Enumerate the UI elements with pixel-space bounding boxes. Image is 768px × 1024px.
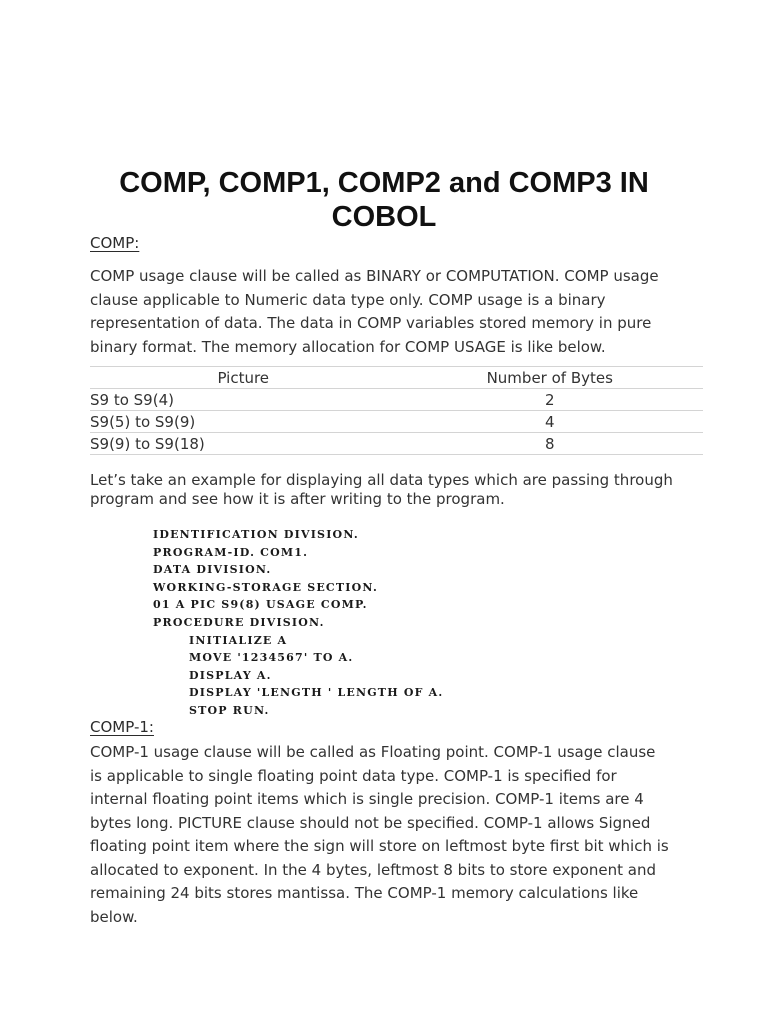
table-row bbox=[90, 411, 703, 433]
paragraph-line: Let’s take an example for displaying all data types which are passing through bbox=[90, 471, 673, 489]
code-line: WORKING-STORAGE SECTION. bbox=[153, 580, 378, 594]
table-row bbox=[90, 433, 703, 455]
code-line: DATA DIVISION. bbox=[153, 563, 272, 577]
example-description bbox=[90, 471, 690, 509]
title-line-1: COMP, COMP1, COMP2 and COMP3 IN bbox=[119, 167, 649, 199]
table-header-row bbox=[90, 367, 703, 389]
comp1-description bbox=[90, 741, 690, 929]
bytes-cell: 2 bbox=[397, 389, 704, 411]
title-line-2: COBOL bbox=[331, 201, 437, 233]
paragraph-line: floating point item where the sign will store on leftmost byte first bit which is bbox=[90, 837, 669, 855]
code-line: PROCEDURE DIVISION. bbox=[153, 615, 325, 629]
paragraph-line: clause applicable to Numeric data type only. COMP usage is a binary bbox=[90, 290, 606, 309]
comp-description bbox=[90, 265, 690, 359]
paragraph-line: COMP-1 usage clause will be called as Floating point. COMP-1 usage clause bbox=[90, 743, 656, 761]
code-line: IDENTIFICATION DIVISION. bbox=[153, 528, 359, 541]
picture-cell: S9(9) to S9(18) bbox=[90, 433, 397, 455]
code-line: STOP RUN. bbox=[189, 703, 270, 717]
paragraph-line: bytes long. PICTURE clause should not be specified. COMP-1 allows Signed bbox=[90, 813, 651, 832]
paragraph-line: below. bbox=[90, 907, 138, 926]
column-header-picture: Picture bbox=[90, 367, 397, 389]
bytes-cell: 4 bbox=[397, 411, 704, 433]
code-line: PROGRAM-ID. COM1. bbox=[153, 545, 309, 559]
table-row bbox=[90, 389, 703, 411]
paragraph-line: allocated to exponent. In the 4 bytes, leftmost 8 bits to store exponent and bbox=[90, 860, 657, 879]
comp1-heading: COMP-1: bbox=[90, 718, 154, 736]
page-title bbox=[100, 166, 668, 234]
paragraph-line: program and see how it is after writing to the program. bbox=[90, 490, 505, 508]
code-line: MOVE '1234567' TO A. bbox=[189, 651, 354, 665]
paragraph-line: internal floating point items which is single precision. COMP-1 items are 4 bbox=[90, 790, 644, 808]
code-line: DISPLAY A. bbox=[189, 668, 272, 682]
paragraph-line: representation of data. The data in COMP variables stored memory in pure bbox=[90, 314, 652, 332]
picture-cell: S9(5) to S9(9) bbox=[90, 411, 397, 433]
code-sample bbox=[153, 526, 443, 720]
paragraph-line: binary format. The memory allocation for COMP USAGE is like below. bbox=[90, 337, 606, 356]
paragraph-line: remaining 24 bits stores mantissa. The COMP-1 memory calculations like bbox=[90, 884, 639, 902]
bytes-cell: 8 bbox=[397, 433, 704, 455]
paragraph-line: is applicable to single floating point data type. COMP-1 is specified for bbox=[90, 766, 617, 785]
comp-bytes-table bbox=[90, 366, 703, 455]
paragraph-line: COMP usage clause will be called as BINARY or COMPUTATION. COMP usage bbox=[90, 267, 659, 285]
code-line: INITIALIZE A bbox=[189, 633, 288, 647]
picture-cell: S9 to S9(4) bbox=[90, 389, 397, 411]
code-line: 01 A PIC S9(8) USAGE COMP. bbox=[153, 598, 368, 612]
code-line: DISPLAY 'LENGTH ' LENGTH OF A. bbox=[189, 686, 444, 700]
column-header-bytes: Number of Bytes bbox=[397, 367, 704, 389]
comp-heading: COMP: bbox=[90, 234, 140, 252]
